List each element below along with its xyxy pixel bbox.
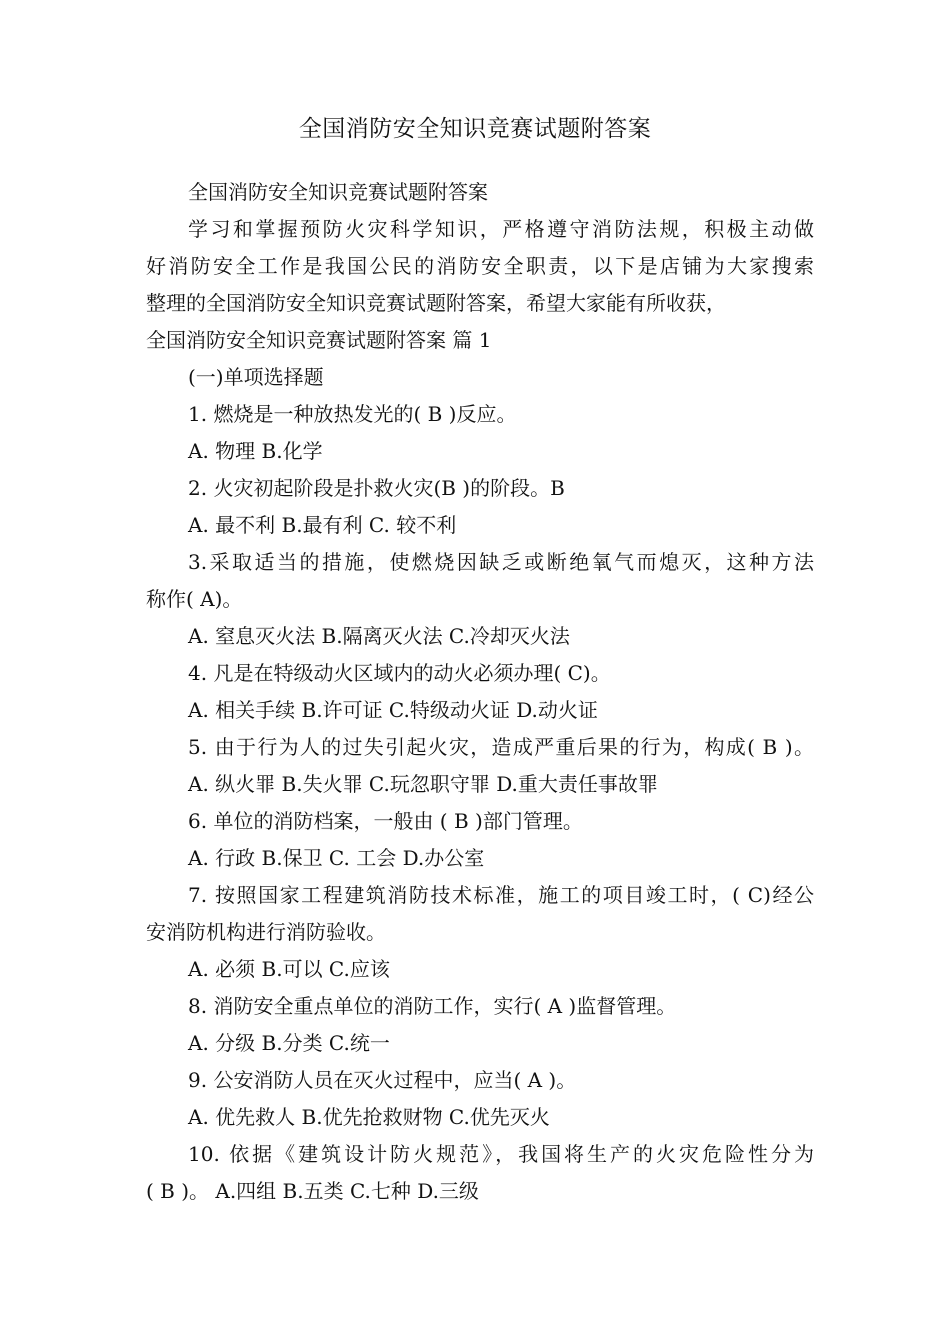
text-line: A. 分级 B.分类 C.统一	[188, 1031, 390, 1055]
text-line: 好消防安全工作是我国公民的消防安全职责，以下是店铺为大家搜索	[146, 254, 814, 278]
text-line: 1. 燃烧是一种放热发光的( B )反应。	[188, 402, 517, 426]
text-line: 7. 按照国家工程建筑消防技术标准，施工的项目竣工时，( C)经公	[188, 883, 814, 907]
text-line: 2. 火灾初起阶段是扑救火灾(B )的阶段。B	[188, 476, 565, 500]
text-line: 称作( A)。	[146, 587, 243, 611]
text-line: 安消防机构进行消防验收。	[146, 920, 386, 944]
text-line: 3.采取适当的措施，使燃烧因缺乏或断绝氧气而熄灭，这种方法	[188, 550, 814, 574]
text-line: A. 必须 B.可以 C.应该	[188, 957, 390, 981]
text-line: A. 优先救人 B.优先抢救财物 C.优先灭火	[188, 1105, 550, 1129]
text-line: A. 物理 B.化学	[188, 439, 323, 463]
page-title: 全国消防安全知识竞赛试题附答案	[298, 116, 652, 142]
text-line: 全国消防安全知识竞赛试题附答案 篇 1	[146, 328, 492, 352]
document-body	[146, 174, 814, 1210]
text-line: 全国消防安全知识竞赛试题附答案	[188, 180, 488, 204]
text-line: A. 行政 B.保卫 C. 工会 D.办公室	[188, 846, 485, 870]
text-line: ( B )。 A.四组 B.五类 C.七种 D.三级	[146, 1179, 479, 1203]
text-line: 学习和掌握预防火灾科学知识，严格遵守消防法规，积极主动做	[188, 217, 814, 241]
text-line: (一)单项选择题	[188, 365, 324, 389]
text-line: 4. 凡是在特级动火区域内的动火必须办理( C)。	[188, 661, 611, 685]
text-line: 6. 单位的消防档案，一般由 ( B )部门管理。	[188, 809, 583, 833]
text-line: 8. 消防安全重点单位的消防工作，实行( A )监督管理。	[188, 994, 677, 1018]
text-line: 9. 公安消防人员在灭火过程中，应当( A )。	[188, 1068, 577, 1092]
text-line: A. 相关手续 B.许可证 C.特级动火证 D.动火证	[188, 698, 598, 722]
text-line: A. 纵火罪 B.失火罪 C.玩忽职守罪 D.重大责任事故罪	[188, 772, 658, 796]
text-line: 5. 由于行为人的过失引起火灾，造成严重后果的行为，构成( B )。	[188, 735, 814, 759]
text-line: 整理的全国消防安全知识竞赛试题附答案，希望大家能有所收获，	[146, 291, 726, 315]
text-line: 10. 依据《建筑设计防火规范》，我国将生产的火灾危险性分为	[188, 1142, 814, 1166]
text-line: A. 最不利 B.最有利 C. 较不利	[188, 513, 457, 537]
text-line: A. 窒息灭火法 B.隔离灭火法 C.冷却灭火法	[188, 624, 570, 648]
